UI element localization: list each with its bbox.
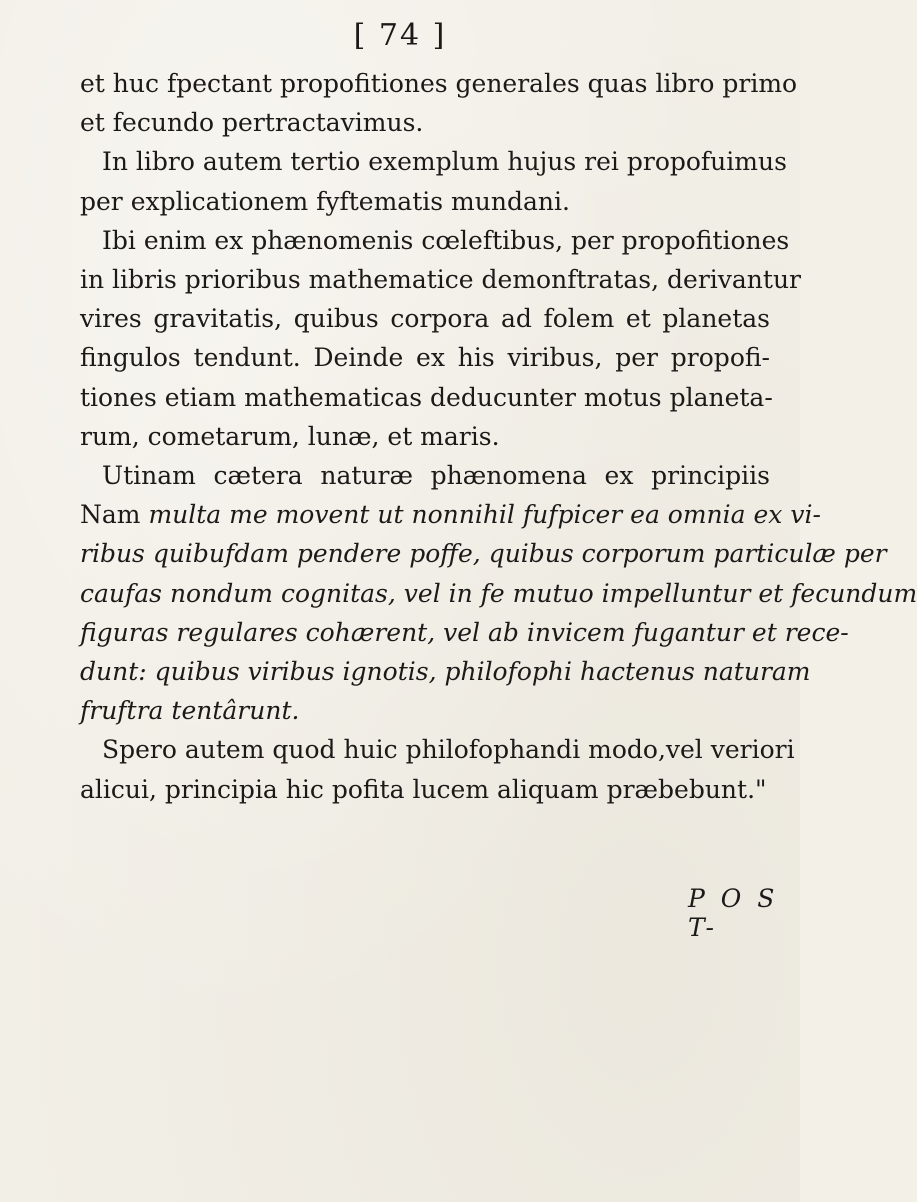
page-number: [ 74 ] bbox=[353, 18, 447, 53]
text-line: Spero autem quod huic philofophandi modo,vel veriori bbox=[102, 735, 795, 765]
text-line: Utinam cætera naturæ phænomena ex principiis bbox=[102, 461, 770, 491]
text-line: vires gravitatis, quibus corpora ad folem et planetas bbox=[80, 304, 770, 334]
text-line: caufas nondum cognitas, vel in fe mutuo impelluntur et fecundum bbox=[80, 578, 917, 608]
text-line: tiones etiam mathematicas deducunter motus planeta- bbox=[80, 382, 773, 412]
text-line: et fecundo pertractavimus. bbox=[80, 108, 424, 138]
text-line: In libro autem tertio exemplum hujus rei propofuimus bbox=[102, 147, 787, 177]
text-line: figuras regulares cohærent, vel ab invicem fugantur et rece- bbox=[80, 617, 849, 647]
text-line: ribus quibufdam pendere poffe, quibus corporum particulæ per bbox=[80, 539, 887, 569]
text-line: fruftra tentârunt. bbox=[80, 696, 300, 726]
text-line: et huc fpectant propofitiones generales quas libro primo bbox=[80, 69, 798, 98]
text-line: dunt: quibus viribus ignotis, philofophi hactenus naturam bbox=[80, 657, 811, 687]
body-text bbox=[80, 64, 917, 809]
text-line: in libris prioribus mathematice demonftratas, derivantur bbox=[80, 265, 801, 295]
text-lead: Nam bbox=[80, 500, 141, 530]
text-line: Ibi enim ex phænomenis cœleftibus, per propofitiones bbox=[102, 225, 790, 255]
text-line bbox=[80, 495, 821, 534]
text-line: fingulos tendunt. Deinde ex his viribus, per propofi- bbox=[80, 343, 770, 373]
catchword: P O S T- bbox=[688, 884, 779, 942]
text-line: per explicationem fyftematis mundani. bbox=[80, 186, 570, 216]
italic-text: multa me movent ut nonnihil fufpicer ea omnia ex vi- bbox=[148, 500, 821, 530]
text-line: alicui, principia hic pofita lucem aliquam præbebunt." bbox=[80, 774, 767, 804]
text-line: rum, cometarum, lunæ, et maris. bbox=[80, 421, 500, 451]
